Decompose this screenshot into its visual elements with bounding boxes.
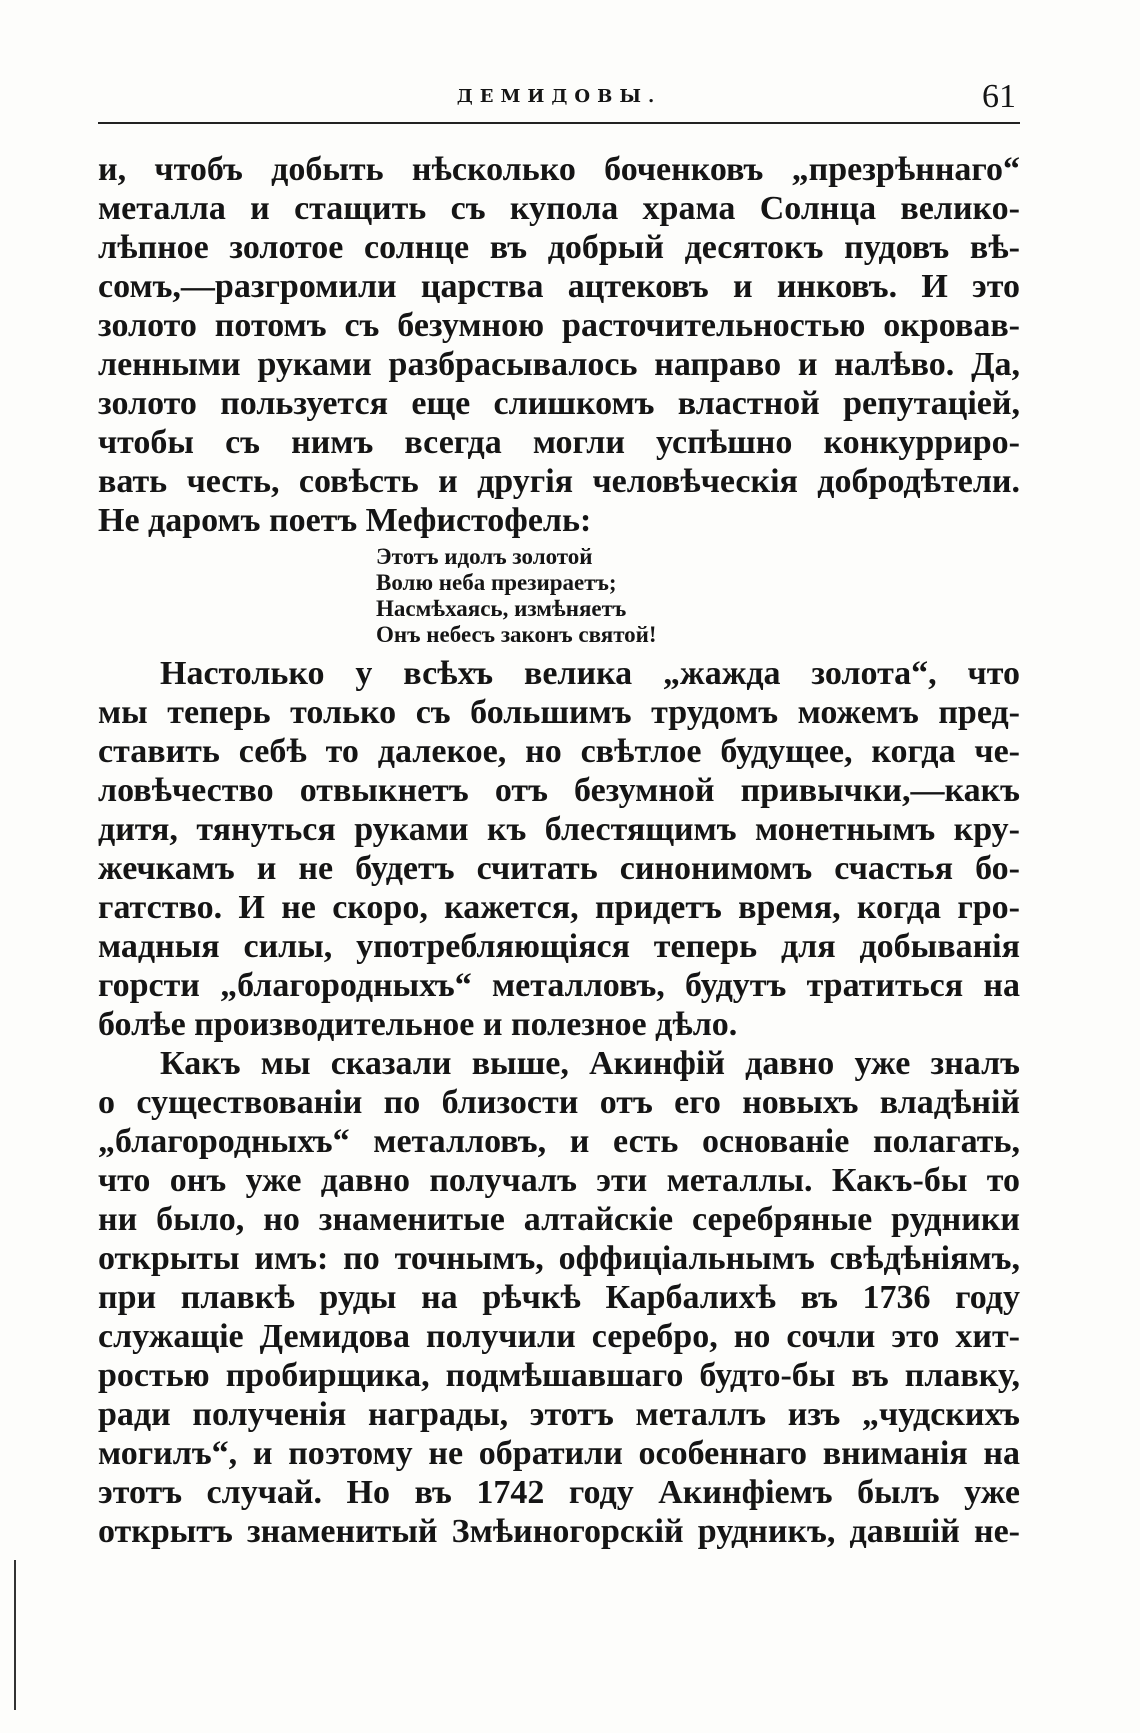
text-line: сомъ,—разгромили царства ацтековъ и инковъ. И это: [98, 268, 1020, 305]
text-line: ради полученія награды, этотъ металлъ изъ „чудскихъ: [98, 1396, 1020, 1433]
text-line: могилъ“, и поэтому не обратили особеннаго вниманія на: [98, 1435, 1020, 1472]
text-line: ставить себѣ то далекое, но свѣтлое будущее, когда че-: [98, 733, 1020, 770]
text-line: ленными руками разбрасывалось направо и налѣво. Да,: [98, 346, 1020, 383]
text-line: чтобы съ нимъ всегда могли успѣшно конкуррирo-: [98, 424, 1020, 461]
text-line: лѣпное золотое солнце въ добрый десятокъ пудовъ вѣ-: [98, 229, 1020, 266]
page-header: [98, 78, 1020, 124]
text-line: Настолько у всѣхъ велика „жажда золота“, что: [160, 655, 1020, 692]
text-line: Не даромъ поетъ Мефистофель:: [98, 502, 592, 539]
verse-line: Онъ небесъ законъ святой!: [376, 622, 657, 647]
paragraph-1: [98, 150, 1020, 540]
verse-line: Волю неба презираетъ;: [376, 570, 617, 595]
text-line: открыты имъ: по точнымъ, оффиціальнымъ свѣдѣніямъ,: [98, 1240, 1020, 1277]
scan-margin-line: [14, 1560, 16, 1710]
running-title: ДЕМИДОВЫ.: [456, 86, 662, 107]
text-line: ростью пробирщика, подмѣшавшаго будто-бы въ плавку,: [98, 1357, 1020, 1394]
page-number: 61: [982, 78, 1016, 115]
text-line: этотъ случай. Но въ 1742 году Акинфіемъ былъ уже: [98, 1474, 1020, 1511]
text-line: мадныя силы, употребляющіяся теперь для добыванія: [98, 928, 1020, 965]
text-line: золото потомъ съ безумною расточительностью окровав-: [98, 307, 1020, 344]
text-line: металла и стащить съ купола храма Солнца велико-: [98, 190, 1020, 227]
text-line: дитя, тянуться руками къ блестящимъ монетнымъ кру-: [98, 811, 1020, 848]
verse-line: Этотъ идолъ золотой: [376, 544, 593, 569]
paragraph-2: [98, 654, 1020, 1044]
text-line: горсти „благородныхъ“ металловъ, будутъ тратиться на: [98, 967, 1020, 1004]
text-line: мы теперь только съ большимъ трудомъ можемъ пред-: [98, 694, 1020, 731]
text-line: гатство. И не скоро, кажется, придетъ время, когда гро-: [98, 889, 1020, 926]
text-line: при плавкѣ руды на рѣчкѣ Карбалихѣ въ 1736 году: [98, 1279, 1020, 1316]
text-line: вать честь, совѣсть и другія человѣческія добродѣтели.: [98, 463, 1020, 500]
text-line: ни было, но знаменитые алтайскіе серебряные рудники: [98, 1201, 1020, 1238]
text-line: открытъ знаменитый Змѣиногорскій рудникъ, давшій не-: [98, 1513, 1020, 1550]
text-line: золото пользуется еще слишкомъ властной репутаціей,: [98, 385, 1020, 422]
text-line: и, чтобъ добыть нѣсколько боченковъ „презрѣннаго“: [98, 151, 1020, 188]
text-line: ловѣчество отвыкнетъ отъ безумной привычки,—какъ: [98, 772, 1020, 809]
text-line: служащіе Демидова получили серебро, но сочли это хит-: [98, 1318, 1020, 1355]
text-line: „благородныхъ“ металловъ, и есть основаніе полагать,: [98, 1123, 1020, 1160]
verse-quote: [98, 540, 1020, 654]
text-line: что онъ уже давно получалъ эти металлы. Какъ-бы то: [98, 1162, 1020, 1199]
text-line: жечкамъ и не будетъ считать синонимомъ счастья бо-: [98, 850, 1020, 887]
paragraph-3: [98, 1044, 1020, 1551]
text-line: болѣе производительное и полезное дѣло.: [98, 1006, 738, 1043]
text-line: Какъ мы сказали выше, Акинфій давно уже зналъ: [160, 1045, 1020, 1082]
body-text: [98, 150, 1020, 1551]
verse-line: Насмѣхаясь, измѣняетъ: [376, 596, 627, 621]
text-line: о существованіи по близости отъ его новыхъ владѣній: [98, 1084, 1020, 1121]
